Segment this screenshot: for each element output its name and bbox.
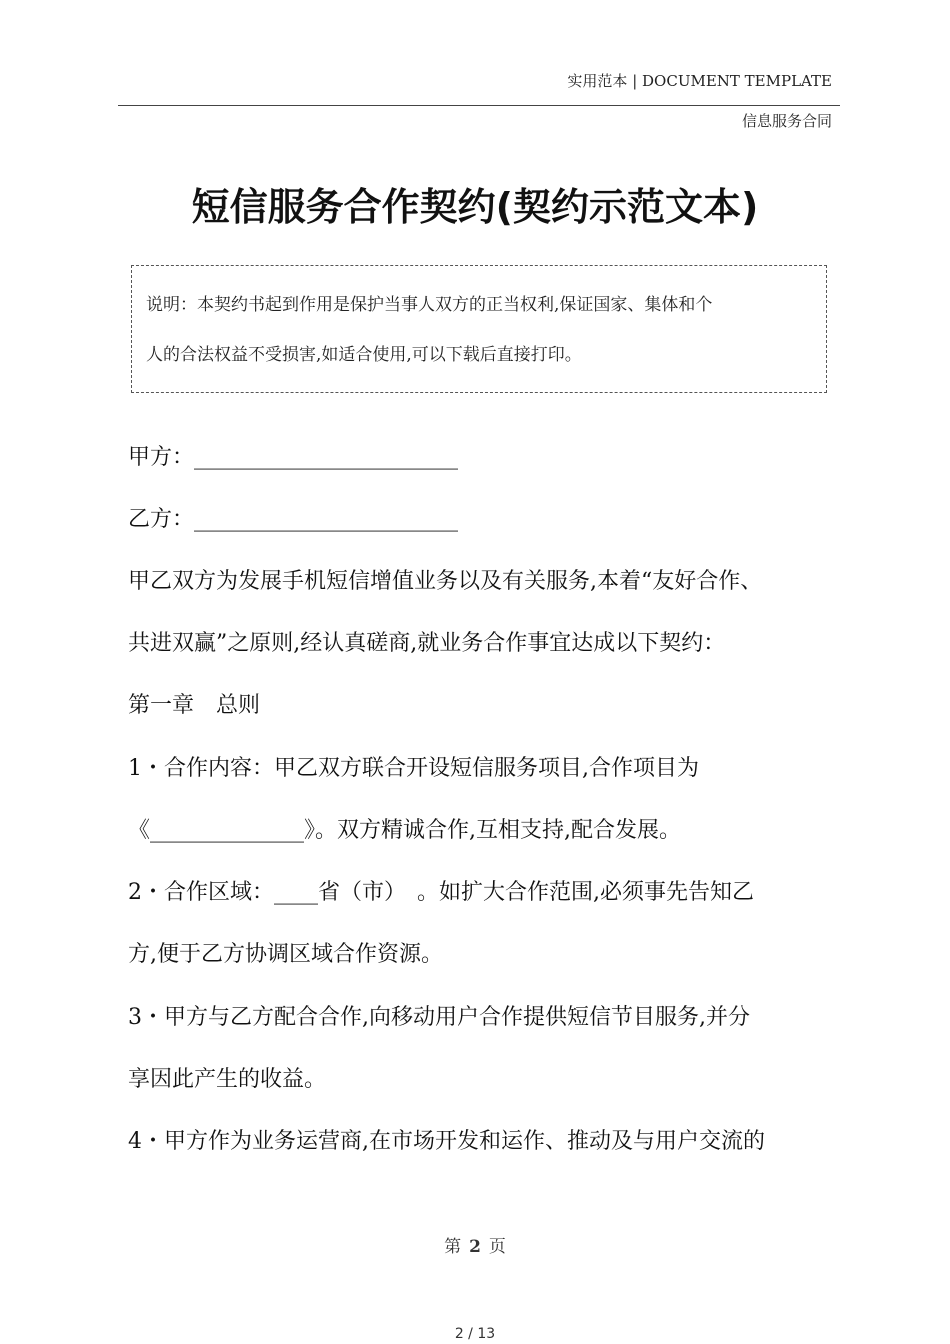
document-title: 短信服务合作契约(契约示范文本)	[191, 185, 759, 229]
clause-1-line-2: 《______________》。双方精诚合作,互相支持,配合发展。	[128, 818, 681, 843]
viewer-page-indicator: 2 / 13	[454, 1326, 496, 1342]
chapter-heading: 第一章 总则	[128, 693, 261, 718]
clause-2-line-2: 方,便于乙方协调区域合作资源。	[128, 942, 443, 967]
notice-line-2: 人的合法权益不受损害,如适合使用,可以下载后直接打印。	[146, 345, 582, 365]
page-prefix: 第	[444, 1237, 462, 1257]
clause-2-line-1: 2・合作区域：____省（市） 。如扩大合作范围,必须事先告知乙	[128, 880, 754, 905]
page-number: 2	[469, 1237, 481, 1257]
intro-line-2: 共进双赢”之原则,经认真磋商,就业务合作事宜达成以下契约：	[128, 631, 726, 656]
clause-3-line-1: 3・甲方与乙方配合合作,向移动用户合作提供短信节目服务,并分	[128, 1005, 750, 1030]
template-label: 实用范本 | DOCUMENT TEMPLATE	[567, 72, 832, 90]
party-a-field: 甲方：________________________	[128, 445, 459, 470]
party-b-field: 乙方：________________________	[128, 507, 459, 532]
intro-line-1: 甲乙双方为发展手机短信增值业务以及有关服务,本着“友好合作、	[128, 569, 763, 594]
clause-1-line-1: 1・合作内容：甲乙双方联合开设短信服务项目,合作项目为	[128, 756, 699, 781]
usage-notice-box	[131, 265, 827, 393]
clause-3-line-2: 享因此产生的收益。	[128, 1067, 327, 1092]
header-divider	[118, 105, 840, 106]
document-type: 信息服务合同	[741, 112, 832, 130]
page-suffix: 页	[488, 1237, 506, 1257]
page-footer	[0, 1232, 950, 1257]
clause-4-line-1: 4・甲方作为业务运营商,在市场开发和运作、推动及与用户交流的	[128, 1129, 765, 1154]
notice-line-1: 说明：本契约书起到作用是保护当事人双方的正当权利,保证国家、集体和个	[146, 295, 713, 315]
